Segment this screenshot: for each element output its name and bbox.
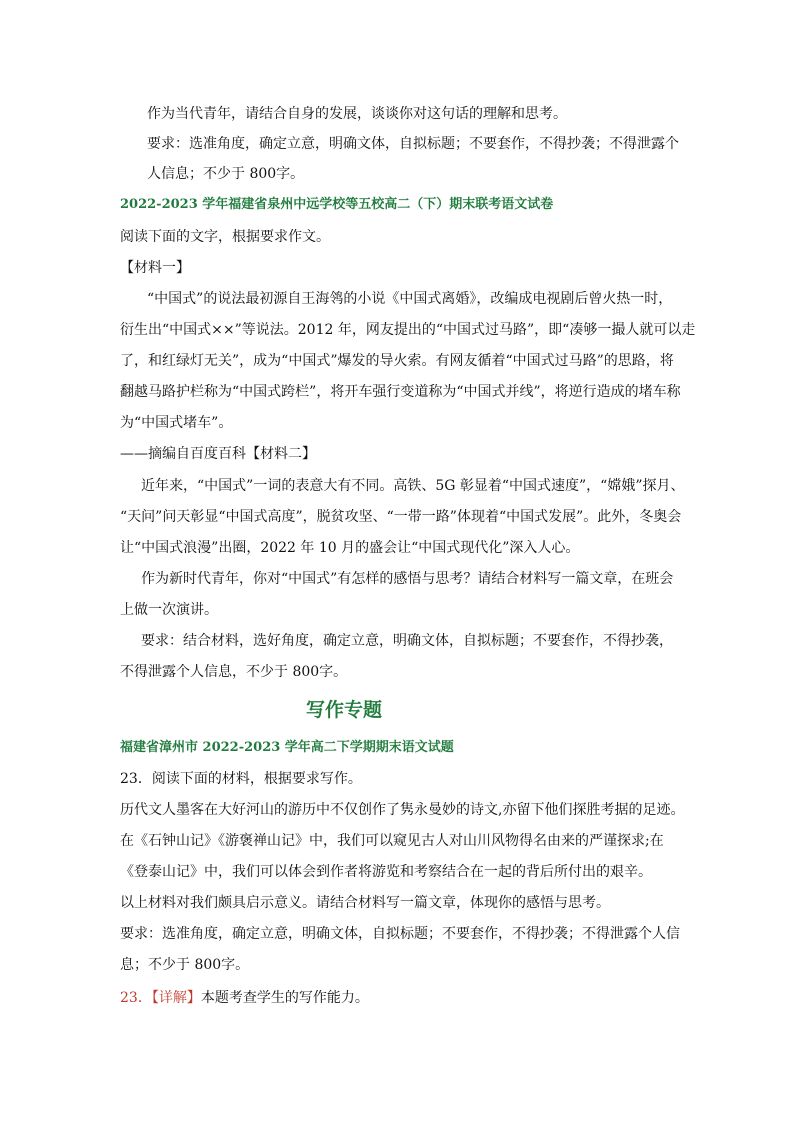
requirement-line: 不得泄露个人信息，不少于 800字。 — [120, 664, 348, 680]
requirement-line: 人信息；不少于 800字。 — [147, 166, 305, 182]
material-line: 让“中国式浪漫”出圈，2022 年 10 月的盛会让“中国式现代化”深入人心。 — [120, 540, 580, 556]
answer-label: 23．【详解】 — [120, 990, 201, 1006]
material-label: 【材料一】 — [120, 260, 190, 276]
material-line: 为“中国式堵车”。 — [120, 415, 233, 431]
requirement-line: 要求：选准角度，确定立意，明确文体，自拟标题；不要套作，不得抄袭；不得泄露个 — [147, 136, 679, 152]
task-line: 作为新时代青年，你对“中国式”有怎样的感悟与思考？请结合材料写一篇文章，在班会 — [141, 571, 674, 587]
requirement-line: 要求：结合材料，选好角度，确定立意，明确文体，自拟标题；不要套作，不得抄袭， — [141, 633, 673, 649]
material-line: “天问”问天彰显“中国式高度”，脱贫攻坚、“一带一路”体现着“中国式发展”。此外，冬奥会 — [120, 509, 682, 525]
material-line: 近年来，“中国式”一词的表意大有不同。高铁、5G 彰显着“中国式速度”，“嫦娥”探月、 — [141, 478, 685, 494]
answer-text: 本题考查学生的写作能力。 — [200, 990, 369, 1006]
task-line: 上做一次演讲。 — [120, 602, 218, 618]
material-line: 历代文人墨客在大好河山的游历中不仅创作了隽永曼妙的诗文,亦留下他们探胜考据的足迹。 — [120, 802, 685, 818]
material-line: 翻越马路护栏称为“中国式跨栏”，将开车强行变道称为“中国式并线”，将逆行造成的堵车称 — [120, 384, 681, 400]
material-line: 在《石钟山记》《游褒禅山记》中，我们可以窥见古人对山川风物得名由来的严谨探求;在 — [120, 833, 664, 849]
exam-title: 福建省漳州市 2022-2023 学年高二下学期期末语文试题 — [120, 740, 454, 755]
requirement-line: 息；不少于 800字。 — [120, 957, 250, 973]
material-line: 《登泰山记》中，我们可以体会到作者将游览和考察结合在一起的背后所付出的艰辛。 — [120, 864, 652, 880]
material-line: 了，和红绿灯无关”，成为“中国式”爆发的导火索。有网友循着“中国式过马路”的思路，将 — [120, 353, 674, 369]
topic-heading: 写作专题 — [306, 699, 383, 721]
requirement-line: 要求：选准角度，确定立意，明确文体，自拟标题；不要套作，不得抄袭；不得泄露个人信 — [120, 926, 680, 942]
instruction: 阅读下面的文字，根据要求作文。 — [120, 229, 330, 245]
material-line: 衍生出“中国式××”等说法。2012 年，网友提出的“中国式过马路”，即“凑够一撮人就可以走 — [120, 322, 696, 338]
material-line: 以上材料对我们颇具启示意义。请结合材料写一篇文章，体现你的感悟与思考。 — [120, 895, 610, 911]
exam-title: 2022-2023 学年福建省泉州中远学校等五校高二（下）期末联考语文试卷 — [120, 197, 554, 212]
source-line: ——摘编自百度百科【材料二】 — [120, 446, 316, 462]
material-line: “中国式”的说法最初源自王海鸰的小说《中国式离婚》，改编成电视剧后曾火热一时， — [147, 291, 673, 307]
prompt-line: 作为当代青年，请结合自身的发展，谈谈你对这句话的理解和思考。 — [147, 106, 567, 122]
question-line: 23．阅读下面的材料，根据要求写作。 — [120, 771, 362, 787]
answer-line — [120, 988, 369, 1008]
